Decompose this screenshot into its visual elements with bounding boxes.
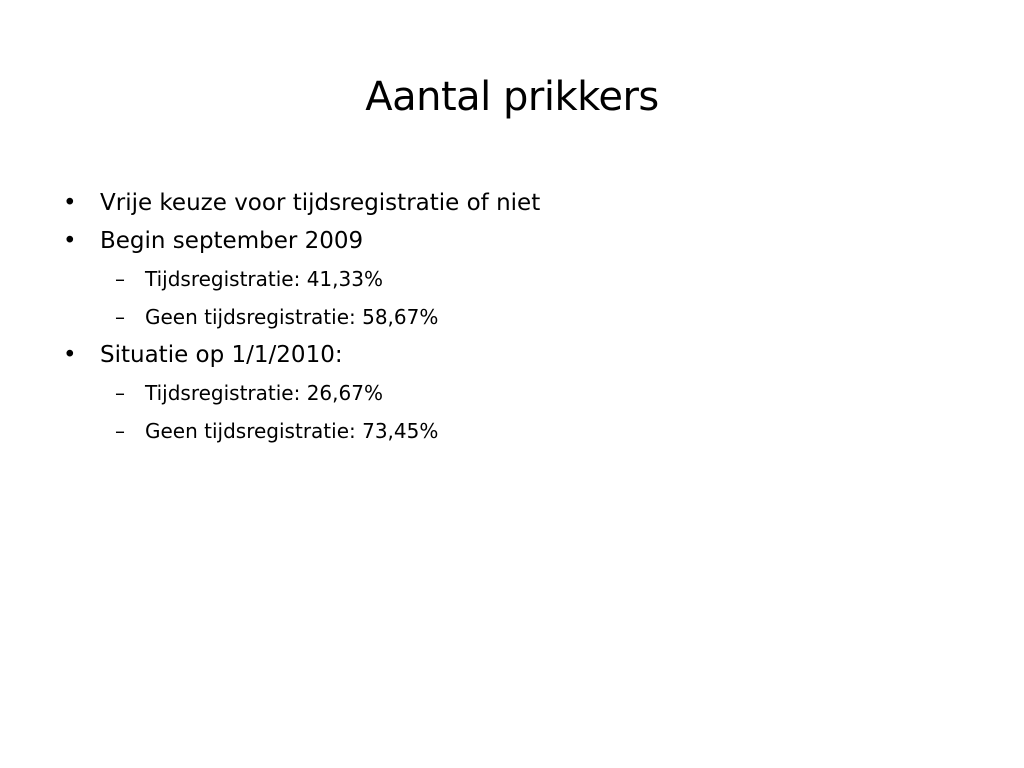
sub-bullet-text: Tijdsregistratie: 26,67% <box>145 381 383 405</box>
bullet-text: Begin september 2009 <box>100 228 364 254</box>
sub-bullet-text: Tijdsregistratie: 41,33% <box>145 267 383 291</box>
bullet-item <box>0 336 1000 374</box>
bullet-marker: • <box>63 228 77 254</box>
sub-bullet-item <box>0 412 1000 450</box>
dash-marker: – <box>115 305 125 329</box>
bullet-list <box>0 184 1000 450</box>
dash-marker: – <box>115 267 125 291</box>
sub-bullet-text: Geen tijdsregistratie: 58,67% <box>145 305 439 329</box>
sub-bullet-item <box>0 260 1000 298</box>
sub-bullet-item <box>0 374 1000 412</box>
sub-bullet-item <box>0 298 1000 336</box>
bullet-item <box>0 222 1000 260</box>
bullet-marker: • <box>63 342 77 368</box>
bullet-marker: • <box>63 190 77 216</box>
bullet-text: Vrije keuze voor tijdsregistratie of niet <box>100 190 541 216</box>
dash-marker: – <box>115 381 125 405</box>
sub-bullet-text: Geen tijdsregistratie: 73,45% <box>145 419 439 443</box>
dash-marker: – <box>115 419 125 443</box>
slide-title: Aantal prikkers <box>365 74 659 120</box>
bullet-text: Situatie op 1/1/2010: <box>100 342 343 368</box>
bullet-item <box>0 184 1000 222</box>
